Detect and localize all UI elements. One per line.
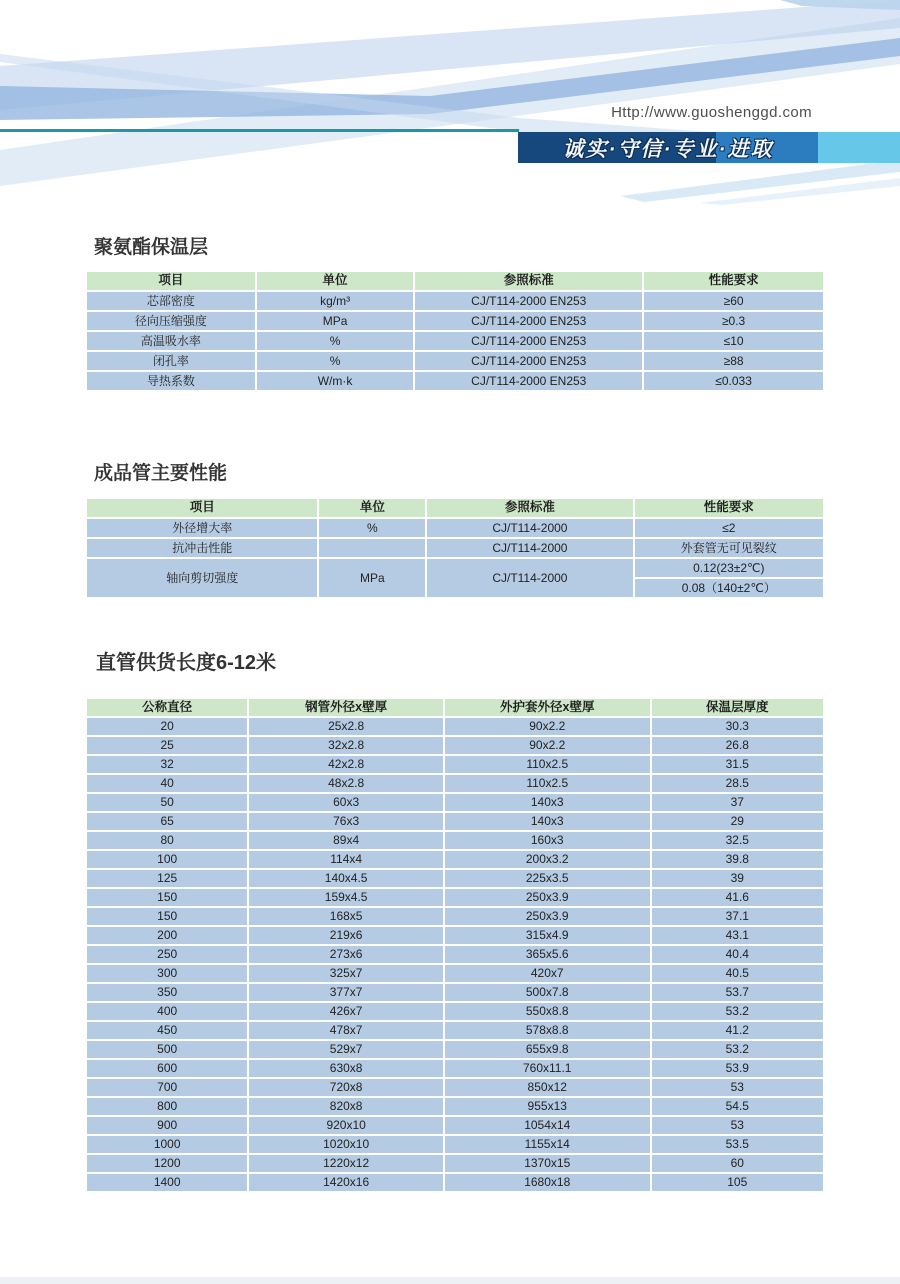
table-cell: 53 bbox=[651, 1078, 824, 1097]
table-cell: 导热系数 bbox=[86, 371, 256, 391]
table-row bbox=[86, 755, 824, 774]
table-cell: 1000 bbox=[86, 1135, 248, 1154]
table-row bbox=[86, 983, 824, 1002]
table-cell: 48x2.8 bbox=[248, 774, 444, 793]
table-cell: 140x3 bbox=[444, 793, 651, 812]
table-cell: 54.5 bbox=[651, 1097, 824, 1116]
header-divider-line bbox=[0, 129, 519, 132]
table-cell: 26.8 bbox=[651, 736, 824, 755]
table-row bbox=[86, 1154, 824, 1173]
table-cell: 426x7 bbox=[248, 1002, 444, 1021]
table-cell: 39 bbox=[651, 869, 824, 888]
table-cell: 80 bbox=[86, 831, 248, 850]
table-row bbox=[86, 1021, 824, 1040]
table-cell: CJ/T114-2000 bbox=[426, 538, 633, 558]
table-cell: 1020x10 bbox=[248, 1135, 444, 1154]
column-header: 钢管外径x壁厚 bbox=[248, 698, 444, 717]
table-cell: CJ/T114-2000 EN253 bbox=[414, 351, 643, 371]
table-cell: 140x3 bbox=[444, 812, 651, 831]
table-row bbox=[86, 907, 824, 926]
table-cell: CJ/T114-2000 EN253 bbox=[414, 371, 643, 391]
table-cell: % bbox=[256, 351, 415, 371]
table-cell: 43.1 bbox=[651, 926, 824, 945]
table-cell: 90x2.2 bbox=[444, 717, 651, 736]
column-header: 性能要求 bbox=[634, 498, 824, 518]
table-row bbox=[86, 793, 824, 812]
table-cell: 1220x12 bbox=[248, 1154, 444, 1173]
table-cell: 90x2.2 bbox=[444, 736, 651, 755]
table-cell: 50 bbox=[86, 793, 248, 812]
column-header: 性能要求 bbox=[643, 271, 824, 291]
column-header: 公称直径 bbox=[86, 698, 248, 717]
straight-pipe-dimensions-table bbox=[85, 697, 825, 1193]
insulation-spec-table bbox=[85, 270, 825, 392]
table-cell: 41.6 bbox=[651, 888, 824, 907]
table-cell: 53 bbox=[651, 1116, 824, 1135]
table-cell: 65 bbox=[86, 812, 248, 831]
table-cell: 377x7 bbox=[248, 983, 444, 1002]
table-cell: kg/m³ bbox=[256, 291, 415, 311]
column-header: 项目 bbox=[86, 271, 256, 291]
table-cell: 630x8 bbox=[248, 1059, 444, 1078]
table-cell: 400 bbox=[86, 1002, 248, 1021]
table-cell: 53.2 bbox=[651, 1040, 824, 1059]
table-row bbox=[86, 736, 824, 755]
table-cell: 350 bbox=[86, 983, 248, 1002]
table-cell: 114x4 bbox=[248, 850, 444, 869]
section-title-finished-pipe: 成品管主要性能 bbox=[94, 463, 228, 484]
column-header: 参照标准 bbox=[426, 498, 633, 518]
table-cell: 820x8 bbox=[248, 1097, 444, 1116]
table-cell: 1200 bbox=[86, 1154, 248, 1173]
table-cell: 20 bbox=[86, 717, 248, 736]
table-cell: 41.2 bbox=[651, 1021, 824, 1040]
table-cell: 40 bbox=[86, 774, 248, 793]
banner-light-segment bbox=[818, 132, 900, 163]
table-cell: 40.5 bbox=[651, 964, 824, 983]
table-row bbox=[86, 311, 824, 331]
table-cell: ≥60 bbox=[643, 291, 824, 311]
table-cell: 450 bbox=[86, 1021, 248, 1040]
table-header-row bbox=[86, 698, 824, 717]
table-row bbox=[86, 964, 824, 983]
column-header: 保温层厚度 bbox=[651, 698, 824, 717]
section-title-insulation-layer: 聚氨酯保温层 bbox=[94, 237, 209, 258]
table-cell: 850x12 bbox=[444, 1078, 651, 1097]
table-cell: 芯部密度 bbox=[86, 291, 256, 311]
table-cell: CJ/T114-2000 EN253 bbox=[414, 331, 643, 351]
table-row bbox=[86, 831, 824, 850]
column-header: 单位 bbox=[318, 498, 426, 518]
table-cell: 500x7.8 bbox=[444, 983, 651, 1002]
table-cell: 抗冲击性能 bbox=[86, 538, 318, 558]
table-row bbox=[86, 1097, 824, 1116]
table-cell: 500 bbox=[86, 1040, 248, 1059]
header-wave-decoration bbox=[0, 0, 900, 205]
table-cell: 53.2 bbox=[651, 1002, 824, 1021]
table-cell: 920x10 bbox=[248, 1116, 444, 1135]
table-cell: 655x9.8 bbox=[444, 1040, 651, 1059]
table-cell: 315x4.9 bbox=[444, 926, 651, 945]
table-cell: 273x6 bbox=[248, 945, 444, 964]
table-cell: 外套管无可见裂纹 bbox=[634, 538, 824, 558]
table-cell: 53.7 bbox=[651, 983, 824, 1002]
table-cell: 53.9 bbox=[651, 1059, 824, 1078]
table-cell: CJ/T114-2000 bbox=[426, 558, 633, 598]
table-cell: 110x2.5 bbox=[444, 755, 651, 774]
table-row bbox=[86, 945, 824, 964]
table-cell: 955x13 bbox=[444, 1097, 651, 1116]
table-row bbox=[86, 1002, 824, 1021]
table-cell: 76x3 bbox=[248, 812, 444, 831]
table-row bbox=[86, 558, 824, 598]
table-row bbox=[86, 291, 824, 311]
table-row bbox=[86, 331, 824, 351]
table-row bbox=[86, 1173, 824, 1192]
table-cell: 32.5 bbox=[651, 831, 824, 850]
table-cell: W/m·k bbox=[256, 371, 415, 391]
table-cell: 700 bbox=[86, 1078, 248, 1097]
section-title-straight-pipe: 直管供货长度6-12米 bbox=[96, 652, 277, 674]
table-cell: 800 bbox=[86, 1097, 248, 1116]
table-cell: 1420x16 bbox=[248, 1173, 444, 1192]
table-row bbox=[86, 850, 824, 869]
finished-pipe-spec-table bbox=[85, 497, 825, 599]
table-cell: 42x2.8 bbox=[248, 755, 444, 774]
table-cell: ≥0.3 bbox=[643, 311, 824, 331]
table-cell: 32 bbox=[86, 755, 248, 774]
table-row bbox=[86, 926, 824, 945]
column-header: 项目 bbox=[86, 498, 318, 518]
table-cell: 160x3 bbox=[444, 831, 651, 850]
table-cell: 900 bbox=[86, 1116, 248, 1135]
table-row bbox=[86, 1059, 824, 1078]
table-row bbox=[86, 717, 824, 736]
table-cell: 150 bbox=[86, 888, 248, 907]
table-cell: 37 bbox=[651, 793, 824, 812]
table-cell: 40.4 bbox=[651, 945, 824, 964]
table-cell: 365x5.6 bbox=[444, 945, 651, 964]
table-cell: 168x5 bbox=[248, 907, 444, 926]
table-subcell: 0.12(23±2℃) bbox=[693, 561, 765, 575]
table-cell: 28.5 bbox=[651, 774, 824, 793]
table-cell: 250x3.9 bbox=[444, 907, 651, 926]
table-cell: 550x8.8 bbox=[444, 1002, 651, 1021]
table-cell: 1680x18 bbox=[444, 1173, 651, 1192]
table-row bbox=[86, 538, 824, 558]
table-cell: 30.3 bbox=[651, 717, 824, 736]
table-cell: 600 bbox=[86, 1059, 248, 1078]
table-cell: 159x4.5 bbox=[248, 888, 444, 907]
table-cell: 110x2.5 bbox=[444, 774, 651, 793]
table-row bbox=[86, 518, 824, 538]
table-cell: 200x3.2 bbox=[444, 850, 651, 869]
table-cell: 478x7 bbox=[248, 1021, 444, 1040]
table-header-row bbox=[86, 271, 824, 291]
table-cell: MPa bbox=[318, 558, 426, 598]
table-cell bbox=[634, 558, 824, 598]
table-cell: 1054x14 bbox=[444, 1116, 651, 1135]
column-header: 单位 bbox=[256, 271, 415, 291]
table-cell: % bbox=[318, 518, 426, 538]
table-cell: 1155x14 bbox=[444, 1135, 651, 1154]
table-cell: ≤2 bbox=[634, 518, 824, 538]
table-cell: 150 bbox=[86, 907, 248, 926]
table-cell: 高温吸水率 bbox=[86, 331, 256, 351]
table-cell: ≤0.033 bbox=[643, 371, 824, 391]
footer-strip bbox=[0, 1277, 900, 1284]
table-cell: 720x8 bbox=[248, 1078, 444, 1097]
table-cell: 529x7 bbox=[248, 1040, 444, 1059]
table-cell: 31.5 bbox=[651, 755, 824, 774]
slogan-text: 诚实·守信·专业·进取 bbox=[562, 137, 774, 161]
table-cell: 53.5 bbox=[651, 1135, 824, 1154]
table-cell: 250x3.9 bbox=[444, 888, 651, 907]
table-cell: 760x11.1 bbox=[444, 1059, 651, 1078]
slogan-banner bbox=[518, 132, 818, 163]
table-header-row bbox=[86, 498, 824, 518]
table-cell: 200 bbox=[86, 926, 248, 945]
table-cell: CJ/T114-2000 EN253 bbox=[414, 291, 643, 311]
table-cell: 105 bbox=[651, 1173, 824, 1192]
table-cell: 325x7 bbox=[248, 964, 444, 983]
table-cell: ≤10 bbox=[643, 331, 824, 351]
table-cell: 578x8.8 bbox=[444, 1021, 651, 1040]
website-url: Http://www.guoshenggd.com bbox=[611, 104, 812, 121]
table-cell: 60 bbox=[651, 1154, 824, 1173]
column-header: 参照标准 bbox=[414, 271, 643, 291]
table-cell: 37.1 bbox=[651, 907, 824, 926]
table-cell: 32x2.8 bbox=[248, 736, 444, 755]
table-row bbox=[86, 1116, 824, 1135]
table-cell: MPa bbox=[256, 311, 415, 331]
table-cell: 39.8 bbox=[651, 850, 824, 869]
table-cell: 300 bbox=[86, 964, 248, 983]
table-cell: 420x7 bbox=[444, 964, 651, 983]
table-cell: 外径增大率 bbox=[86, 518, 318, 538]
table-cell: % bbox=[256, 331, 415, 351]
table-cell: 100 bbox=[86, 850, 248, 869]
table-cell: 径向压缩强度 bbox=[86, 311, 256, 331]
table-cell: 轴向剪切强度 bbox=[86, 558, 318, 598]
table-cell: CJ/T114-2000 EN253 bbox=[414, 311, 643, 331]
table-cell: 125 bbox=[86, 869, 248, 888]
table-row bbox=[86, 774, 824, 793]
table-cell: 闭孔率 bbox=[86, 351, 256, 371]
table-cell: CJ/T114-2000 bbox=[426, 518, 633, 538]
table-cell: 219x6 bbox=[248, 926, 444, 945]
table-cell: 1400 bbox=[86, 1173, 248, 1192]
table-cell: 25 bbox=[86, 736, 248, 755]
table-cell: 1370x15 bbox=[444, 1154, 651, 1173]
table-subcell: 0.08（140±2℃） bbox=[635, 577, 823, 597]
table-cell bbox=[318, 538, 426, 558]
table-cell: 29 bbox=[651, 812, 824, 831]
table-row bbox=[86, 869, 824, 888]
table-row bbox=[86, 1040, 824, 1059]
table-row bbox=[86, 1135, 824, 1154]
table-row bbox=[86, 351, 824, 371]
table-row bbox=[86, 812, 824, 831]
table-cell: 140x4.5 bbox=[248, 869, 444, 888]
table-cell: 250 bbox=[86, 945, 248, 964]
table-row bbox=[86, 888, 824, 907]
table-row bbox=[86, 1078, 824, 1097]
table-cell: 25x2.8 bbox=[248, 717, 444, 736]
table-cell: ≥88 bbox=[643, 351, 824, 371]
table-cell: 60x3 bbox=[248, 793, 444, 812]
column-header: 外护套外径x壁厚 bbox=[444, 698, 651, 717]
table-cell: 89x4 bbox=[248, 831, 444, 850]
table-cell: 225x3.5 bbox=[444, 869, 651, 888]
table-row bbox=[86, 371, 824, 391]
